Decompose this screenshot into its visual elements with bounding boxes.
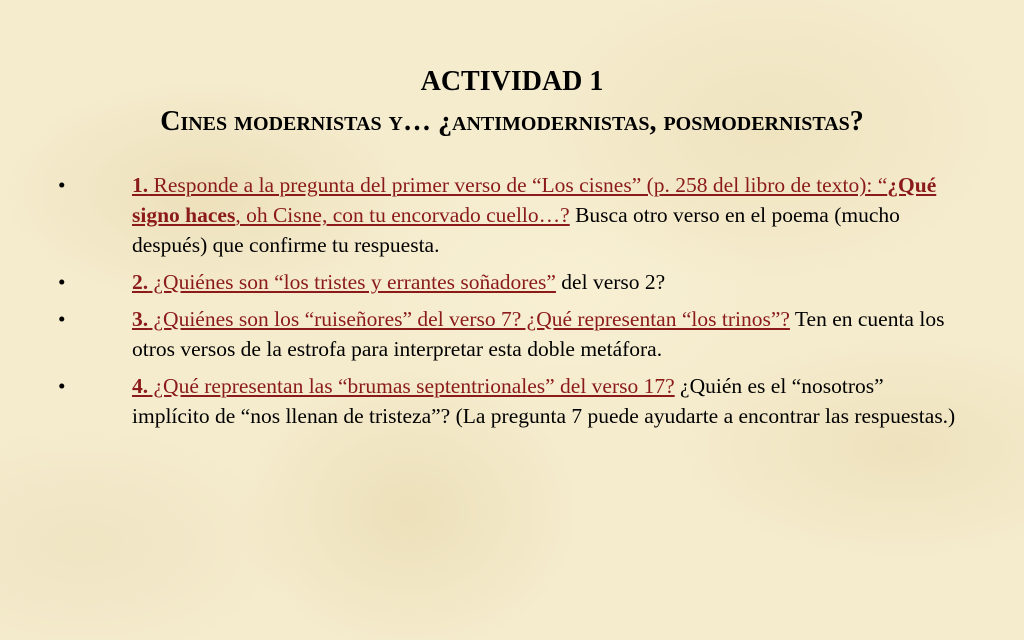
bullet: • xyxy=(58,307,66,331)
list-item-3 xyxy=(58,304,958,364)
question-quote-bold: ¿Qué signo haces xyxy=(132,173,937,227)
question-number: 3. xyxy=(132,307,149,331)
slide-title xyxy=(40,62,984,142)
question-rest: Ten en cuenta los otros versos de la estrofa para interpretar esta doble metáfora. xyxy=(132,307,945,361)
question-4-link[interactable] xyxy=(132,374,675,398)
question-list xyxy=(58,170,958,438)
question-rest: ¿Quién es el “nosotros” implícito de “nos llenan de tristeza”? (La pregunta 7 puede ayudarte a encontrar las respuestas.) xyxy=(132,374,956,428)
question-number: 2. xyxy=(132,270,149,294)
question-3-link[interactable] xyxy=(132,307,790,331)
list-item-2 xyxy=(58,267,958,297)
list-item-4 xyxy=(58,371,958,431)
bullet: • xyxy=(58,270,66,294)
title-line-2: Cines modernistas y… ¿antimodernistas, posmodernistas? xyxy=(160,106,864,137)
question-rest: del verso 2? xyxy=(555,270,666,294)
list-item-1 xyxy=(58,170,958,260)
question-text: Responde a la pregunta del primer verso de “Los cisnes” (p. 258 del libro de texto): “ xyxy=(148,173,888,197)
bullet: • xyxy=(58,374,66,398)
question-2-link[interactable] xyxy=(132,270,556,294)
question-number: 4. xyxy=(132,374,149,398)
question-text: ¿Quiénes son “los tristes y errantes soñadores” xyxy=(148,270,556,294)
question-text: ¿Quiénes son los “ruiseñores” del verso 7? ¿Qué representan “los trinos”? xyxy=(148,307,790,331)
title-line-1: ACTIVIDAD 1 xyxy=(420,66,604,97)
bullet: • xyxy=(58,173,66,197)
question-text: , oh Cisne, con tu encorvado cuello…? xyxy=(235,203,570,227)
question-text: ¿Qué representan las “brumas septentrionales” del verso 17? xyxy=(148,374,675,398)
question-number: 1. xyxy=(132,173,149,197)
question-rest: Busca otro verso en el poema (mucho después) que confirme tu respuesta. xyxy=(132,203,900,257)
